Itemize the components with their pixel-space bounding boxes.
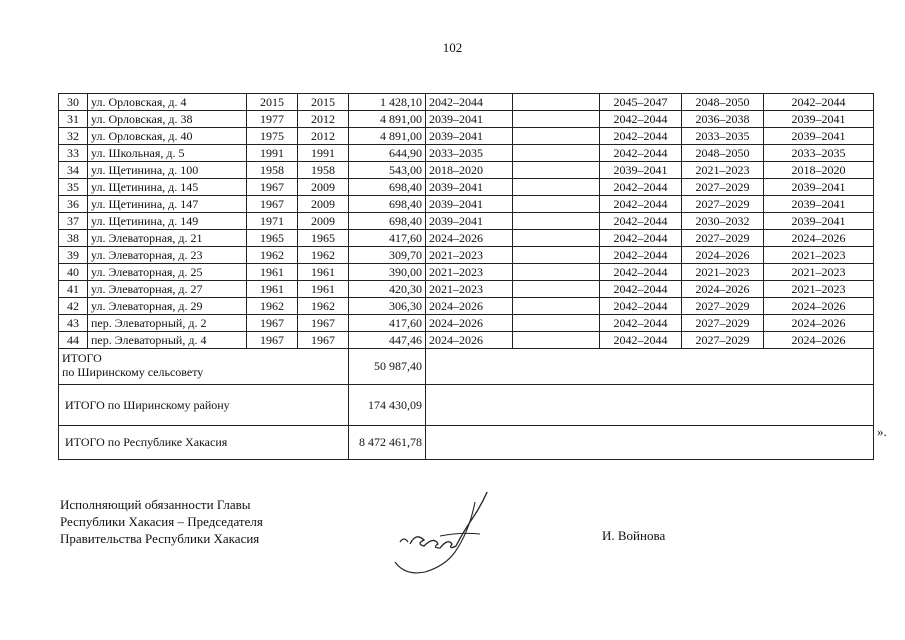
cell-p5: 2024–2026	[764, 230, 874, 247]
cell-n: 41	[59, 281, 88, 298]
cell-p1: 2021–2023	[426, 264, 513, 281]
cell-n: 34	[59, 162, 88, 179]
total-value-selsovet: 50 987,40	[349, 349, 426, 385]
cell-address: ул. Элеваторная, д. 29	[88, 298, 247, 315]
totals-body	[59, 349, 874, 460]
cell-p5: 2039–2041	[764, 128, 874, 145]
cell-p1: 2018–2020	[426, 162, 513, 179]
cell-address: ул. Орловская, д. 40	[88, 128, 247, 145]
cell-p4: 2033–2035	[682, 128, 764, 145]
cell-p3: 2042–2044	[600, 213, 682, 230]
total-label-raion: ИТОГО по Ширинскому району	[59, 385, 349, 426]
cell-p2	[513, 264, 600, 281]
cell-p2	[513, 196, 600, 213]
cell-n: 40	[59, 264, 88, 281]
cell-p4: 2027–2029	[682, 179, 764, 196]
table-body	[59, 94, 874, 349]
cell-n: 31	[59, 111, 88, 128]
cell-address: ул. Элеваторная, д. 21	[88, 230, 247, 247]
cell-year_built: 1977	[247, 111, 298, 128]
cell-p1: 2024–2026	[426, 332, 513, 349]
cell-p1: 2039–2041	[426, 196, 513, 213]
cell-year_built: 1967	[247, 196, 298, 213]
cell-year_built: 1991	[247, 145, 298, 162]
cell-p1: 2039–2041	[426, 111, 513, 128]
cell-n: 37	[59, 213, 88, 230]
cell-area: 447,46	[349, 332, 426, 349]
total-row-selsovet	[59, 349, 874, 385]
total-row-raion	[59, 385, 874, 426]
cell-area: 309,70	[349, 247, 426, 264]
cell-year_built: 1961	[247, 281, 298, 298]
cell-address: ул. Элеваторная, д. 23	[88, 247, 247, 264]
cell-year_other: 1967	[298, 332, 349, 349]
cell-p1: 2024–2026	[426, 315, 513, 332]
cell-p1: 2039–2041	[426, 179, 513, 196]
cell-p2	[513, 179, 600, 196]
cell-p5: 2021–2023	[764, 247, 874, 264]
signer-title-line1: Исполняющий обязанности Главы	[60, 497, 251, 512]
cell-p4: 2048–2050	[682, 145, 764, 162]
cell-p1: 2033–2035	[426, 145, 513, 162]
cell-p4: 2027–2029	[682, 315, 764, 332]
cell-year_built: 1967	[247, 179, 298, 196]
cell-p3: 2042–2044	[600, 247, 682, 264]
signer-title-line3: Правительства Республики Хакасия	[60, 531, 260, 546]
cell-year_other: 2015	[298, 94, 349, 111]
cell-p4: 2036–2038	[682, 111, 764, 128]
cell-n: 39	[59, 247, 88, 264]
cell-area: 543,00	[349, 162, 426, 179]
table-row	[59, 332, 874, 349]
cell-p1: 2042–2044	[426, 94, 513, 111]
cell-p1: 2024–2026	[426, 230, 513, 247]
cell-p1: 2024–2026	[426, 298, 513, 315]
cell-p3: 2042–2044	[600, 145, 682, 162]
total-label-line2: по Ширинскому сельсовету	[62, 365, 204, 379]
cell-p3: 2042–2044	[600, 111, 682, 128]
cell-p3: 2042–2044	[600, 264, 682, 281]
cell-p3: 2042–2044	[600, 298, 682, 315]
cell-year_built: 1962	[247, 298, 298, 315]
table-row	[59, 94, 874, 111]
cell-address: ул. Щетинина, д. 145	[88, 179, 247, 196]
cell-p5: 2033–2035	[764, 145, 874, 162]
cell-n: 38	[59, 230, 88, 247]
housing-table	[58, 93, 874, 460]
cell-p2	[513, 332, 600, 349]
cell-p2	[513, 298, 600, 315]
table-row	[59, 128, 874, 145]
cell-area: 698,40	[349, 213, 426, 230]
signer-title	[60, 496, 263, 547]
cell-p2	[513, 315, 600, 332]
cell-p5: 2024–2026	[764, 315, 874, 332]
cell-p2	[513, 162, 600, 179]
cell-area: 417,60	[349, 230, 426, 247]
cell-p2	[513, 281, 600, 298]
cell-p5: 2024–2026	[764, 298, 874, 315]
cell-n: 44	[59, 332, 88, 349]
cell-p4: 2027–2029	[682, 298, 764, 315]
cell-year_other: 2009	[298, 179, 349, 196]
cell-p4: 2030–2032	[682, 213, 764, 230]
cell-p4: 2048–2050	[682, 94, 764, 111]
cell-p3: 2042–2044	[600, 332, 682, 349]
cell-p3: 2042–2044	[600, 196, 682, 213]
cell-p5: 2039–2041	[764, 213, 874, 230]
cell-address: ул. Щетинина, д. 100	[88, 162, 247, 179]
cell-year_other: 2009	[298, 196, 349, 213]
cell-area: 390,00	[349, 264, 426, 281]
total-label-republic: ИТОГО по Республике Хакасия	[59, 426, 349, 460]
cell-year_built: 1962	[247, 247, 298, 264]
cell-p5: 2024–2026	[764, 332, 874, 349]
cell-year_other: 2009	[298, 213, 349, 230]
cell-p4: 2027–2029	[682, 230, 764, 247]
cell-year_built: 1961	[247, 264, 298, 281]
cell-year_other: 1965	[298, 230, 349, 247]
cell-area: 698,40	[349, 179, 426, 196]
cell-n: 36	[59, 196, 88, 213]
table-row	[59, 145, 874, 162]
cell-p5: 2021–2023	[764, 264, 874, 281]
total-value-republic: 8 472 461,78	[349, 426, 426, 460]
cell-address: ул. Щетинина, д. 147	[88, 196, 247, 213]
cell-p2	[513, 230, 600, 247]
cell-p2	[513, 247, 600, 264]
cell-p2	[513, 111, 600, 128]
total-empty-cell	[426, 385, 874, 426]
cell-p2	[513, 128, 600, 145]
table-row	[59, 315, 874, 332]
total-row-republic	[59, 426, 874, 460]
cell-address: ул. Элеваторная, д. 27	[88, 281, 247, 298]
cell-p5: 2018–2020	[764, 162, 874, 179]
cell-area: 417,60	[349, 315, 426, 332]
cell-year_built: 1965	[247, 230, 298, 247]
cell-address: ул. Элеваторная, д. 25	[88, 264, 247, 281]
cell-p5: 2042–2044	[764, 94, 874, 111]
cell-p4: 2024–2026	[682, 247, 764, 264]
cell-p5: 2039–2041	[764, 111, 874, 128]
cell-year_other: 1991	[298, 145, 349, 162]
table-row	[59, 179, 874, 196]
cell-address: пер. Элеваторный, д. 4	[88, 332, 247, 349]
cell-year_built: 1967	[247, 315, 298, 332]
cell-n: 32	[59, 128, 88, 145]
cell-p5: 2021–2023	[764, 281, 874, 298]
cell-p3: 2042–2044	[600, 230, 682, 247]
cell-year_other: 1961	[298, 264, 349, 281]
signer-name: И. Войнова	[602, 528, 666, 543]
cell-p4: 2027–2029	[682, 196, 764, 213]
total-empty-cell	[426, 426, 874, 460]
cell-year_built: 1971	[247, 213, 298, 230]
cell-p4: 2027–2029	[682, 332, 764, 349]
cell-p1: 2021–2023	[426, 281, 513, 298]
closing-quote: ».	[877, 424, 887, 439]
signer-title-line2: Республики Хакасия – Председателя	[60, 514, 263, 529]
cell-p4: 2021–2023	[682, 162, 764, 179]
cell-p1: 2021–2023	[426, 247, 513, 264]
cell-year_other: 1967	[298, 315, 349, 332]
cell-area: 420,30	[349, 281, 426, 298]
cell-p3: 2042–2044	[600, 281, 682, 298]
total-label-line1: ИТОГО	[62, 351, 102, 365]
cell-p2	[513, 145, 600, 162]
table-row	[59, 298, 874, 315]
cell-p4: 2021–2023	[682, 264, 764, 281]
cell-year_other: 1962	[298, 298, 349, 315]
cell-p2	[513, 213, 600, 230]
cell-year_other: 1958	[298, 162, 349, 179]
table-row	[59, 196, 874, 213]
table-row	[59, 162, 874, 179]
cell-p3: 2045–2047	[600, 94, 682, 111]
cell-address: ул. Орловская, д. 4	[88, 94, 247, 111]
cell-p3: 2042–2044	[600, 128, 682, 145]
cell-n: 42	[59, 298, 88, 315]
cell-address: ул. Орловская, д. 38	[88, 111, 247, 128]
cell-year_built: 1958	[247, 162, 298, 179]
handwritten-signature	[380, 492, 530, 582]
cell-address: ул. Школьная, д. 5	[88, 145, 247, 162]
cell-area: 698,40	[349, 196, 426, 213]
cell-p3: 2039–2041	[600, 162, 682, 179]
cell-area: 4 891,00	[349, 111, 426, 128]
cell-n: 43	[59, 315, 88, 332]
total-value-raion: 174 430,09	[349, 385, 426, 426]
cell-year_built: 1967	[247, 332, 298, 349]
cell-n: 33	[59, 145, 88, 162]
cell-address: ул. Щетинина, д. 149	[88, 213, 247, 230]
cell-p5: 2039–2041	[764, 196, 874, 213]
cell-area: 4 891,00	[349, 128, 426, 145]
cell-area: 306,30	[349, 298, 426, 315]
table-row	[59, 264, 874, 281]
cell-year_built: 1975	[247, 128, 298, 145]
cell-n: 35	[59, 179, 88, 196]
table-row	[59, 281, 874, 298]
table-row	[59, 247, 874, 264]
total-empty-cell	[426, 349, 874, 385]
cell-n: 30	[59, 94, 88, 111]
cell-p5: 2039–2041	[764, 179, 874, 196]
cell-year_other: 1961	[298, 281, 349, 298]
cell-p1: 2039–2041	[426, 213, 513, 230]
cell-address: пер. Элеваторный, д. 2	[88, 315, 247, 332]
table-row	[59, 213, 874, 230]
cell-year_built: 2015	[247, 94, 298, 111]
cell-area: 1 428,10	[349, 94, 426, 111]
cell-p4: 2024–2026	[682, 281, 764, 298]
cell-p3: 2042–2044	[600, 315, 682, 332]
page-number: 102	[442, 40, 463, 55]
cell-year_other: 2012	[298, 128, 349, 145]
cell-year_other: 1962	[298, 247, 349, 264]
cell-p3: 2042–2044	[600, 179, 682, 196]
cell-p1: 2039–2041	[426, 128, 513, 145]
table-row	[59, 230, 874, 247]
cell-year_other: 2012	[298, 111, 349, 128]
table-row	[59, 111, 874, 128]
cell-p2	[513, 94, 600, 111]
total-label-selsovet	[59, 349, 349, 385]
cell-area: 644,90	[349, 145, 426, 162]
